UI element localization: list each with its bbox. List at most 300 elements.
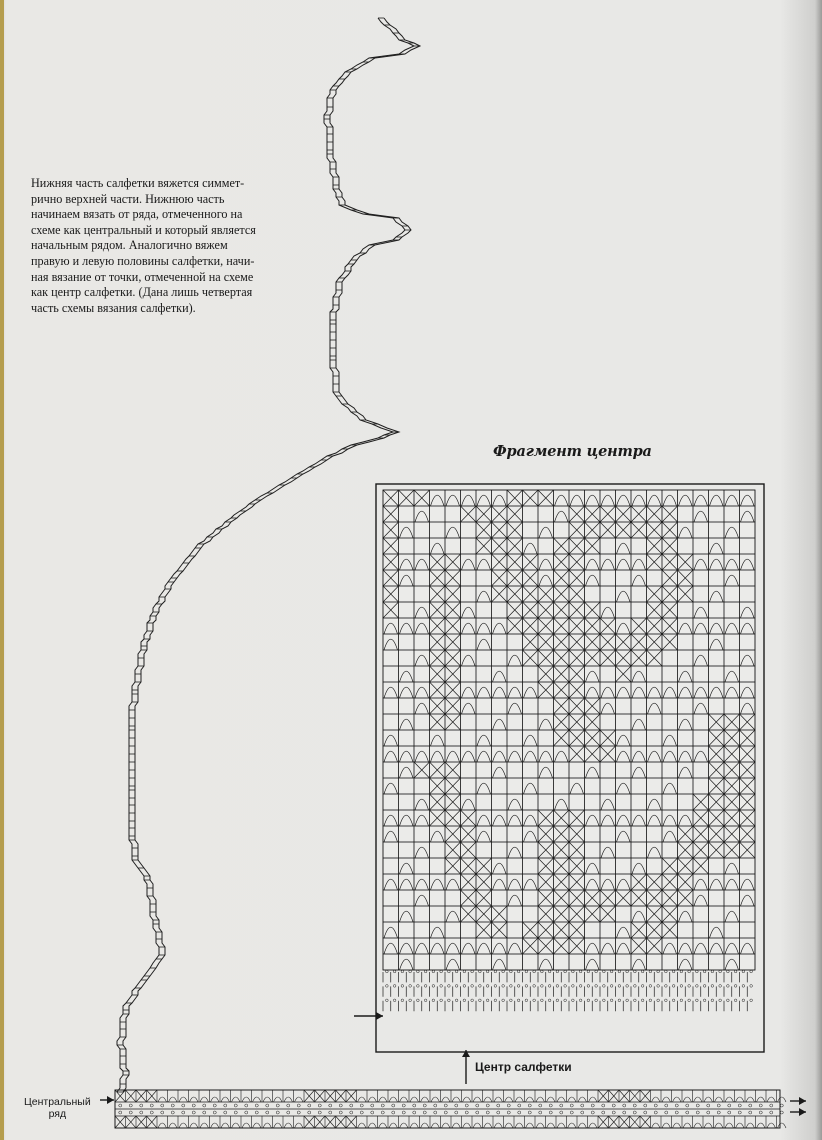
chain-stitch xyxy=(610,999,613,1002)
chain-stitch xyxy=(276,1111,279,1114)
chain-stitch xyxy=(486,1111,489,1114)
chain-stitch xyxy=(424,970,427,973)
chain-stitch xyxy=(626,970,629,973)
chain-stitch xyxy=(171,1111,174,1114)
chain-stitch xyxy=(471,999,474,1002)
chain-stitch xyxy=(440,999,443,1002)
chain-stitch xyxy=(517,999,520,1002)
chain-stitch xyxy=(255,1104,258,1107)
chain-stitch xyxy=(727,999,730,1002)
cross-stitch xyxy=(304,1090,315,1102)
chain-stitch xyxy=(308,1111,311,1114)
chain-stitch xyxy=(675,1111,678,1114)
chain-stitch xyxy=(318,1104,321,1107)
chain-stitch xyxy=(409,985,412,988)
chain-stitch xyxy=(402,1111,405,1114)
chain-stitch xyxy=(742,970,745,973)
chain-stitch xyxy=(719,970,722,973)
arch-stitch xyxy=(379,1123,388,1128)
chain-stitch xyxy=(727,970,730,973)
arch-stitch xyxy=(725,1123,734,1128)
chain-stitch xyxy=(707,1104,710,1107)
chain-stitch xyxy=(533,985,536,988)
arch-stitch xyxy=(568,1097,577,1102)
chain-stitch xyxy=(417,985,420,988)
chain-stitch xyxy=(502,999,505,1002)
chain-stitch xyxy=(497,1111,500,1114)
chain-stitch xyxy=(486,1104,489,1107)
chain-stitch xyxy=(329,1104,332,1107)
chain-stitch xyxy=(560,1111,563,1114)
chain-stitch xyxy=(696,999,699,1002)
cross-stitch xyxy=(336,1116,347,1128)
chain-stitch xyxy=(517,985,520,988)
chain-stitch xyxy=(564,999,567,1002)
arch-stitch xyxy=(421,1123,430,1128)
chain-stitch xyxy=(371,1104,374,1107)
chain-stitch xyxy=(444,1111,447,1114)
arch-stitch xyxy=(778,1123,787,1128)
chain-stitch xyxy=(409,999,412,1002)
chain-stitch xyxy=(297,1104,300,1107)
chain-stitch xyxy=(728,1111,731,1114)
chain-stitch xyxy=(602,1111,605,1114)
arch-stitch xyxy=(704,1123,713,1128)
chain-stitch xyxy=(525,970,528,973)
chain-stitch xyxy=(119,1111,122,1114)
chain-stitch xyxy=(541,985,544,988)
chain-stitch xyxy=(633,1111,636,1114)
chain-stitch xyxy=(140,1111,143,1114)
arch-stitch xyxy=(473,1097,482,1102)
chain-stitch xyxy=(502,970,505,973)
cross-stitch xyxy=(315,1116,326,1128)
cross-stitch xyxy=(609,1116,620,1128)
arch-stitch xyxy=(295,1097,304,1102)
chain-stitch xyxy=(525,985,528,988)
chain-stitch xyxy=(688,985,691,988)
chain-stitch xyxy=(750,970,753,973)
chain-stitch xyxy=(749,1111,752,1114)
chain-stitch xyxy=(548,985,551,988)
chain-stitch xyxy=(696,1111,699,1114)
cross-stitch xyxy=(619,1090,630,1102)
chain-stitch xyxy=(541,970,544,973)
chain-stitch xyxy=(401,985,404,988)
arch-stitch xyxy=(169,1123,178,1128)
arch-stitch xyxy=(200,1097,209,1102)
chain-stitch xyxy=(657,970,660,973)
chain-stitch xyxy=(381,1111,384,1114)
chain-stitch xyxy=(486,999,489,1002)
chain-stitch xyxy=(329,1111,332,1114)
chain-stitch xyxy=(703,970,706,973)
chain-stitch xyxy=(434,1104,437,1107)
chain-stitch xyxy=(634,999,637,1002)
chain-stitch xyxy=(728,1104,731,1107)
instructions-line: схеме как центральный и который является xyxy=(31,222,256,237)
chain-stitch xyxy=(549,1111,552,1114)
chain-stitch xyxy=(770,1104,773,1107)
arch-stitch xyxy=(694,1097,703,1102)
chain-stitch xyxy=(570,1104,573,1107)
chain-stitch xyxy=(680,970,683,973)
chain-stitch xyxy=(548,999,551,1002)
chain-stitch xyxy=(245,1104,248,1107)
arch-stitch xyxy=(179,1123,188,1128)
chain-stitch xyxy=(591,1104,594,1107)
chain-stitch xyxy=(738,1104,741,1107)
chain-stitch xyxy=(423,1111,426,1114)
chain-stitch xyxy=(634,985,637,988)
arch-stitch xyxy=(662,1123,671,1128)
chain-stitch xyxy=(665,999,668,1002)
chain-stitch xyxy=(234,1111,237,1114)
arch-stitch xyxy=(284,1123,293,1128)
arch-stitch xyxy=(442,1097,451,1102)
chain-stitch xyxy=(626,999,629,1002)
arch-stitch xyxy=(284,1097,293,1102)
chain-stitch xyxy=(381,1104,384,1107)
arch-stitch xyxy=(253,1097,262,1102)
arch-stitch xyxy=(274,1123,283,1128)
chain-stitch xyxy=(266,1104,269,1107)
chain-stitch xyxy=(556,999,559,1002)
chain-stitch xyxy=(434,1111,437,1114)
cross-stitch xyxy=(640,1090,651,1102)
arch-stitch xyxy=(158,1123,167,1128)
arch-stitch xyxy=(683,1097,692,1102)
chain-stitch xyxy=(675,1104,678,1107)
arch-stitch xyxy=(767,1123,776,1128)
chain-stitch xyxy=(448,999,451,1002)
chain-stitch xyxy=(541,999,544,1002)
chain-stitch xyxy=(587,985,590,988)
chain-stitch xyxy=(486,970,489,973)
arch-stitch xyxy=(589,1097,598,1102)
chain-stitch xyxy=(626,985,629,988)
arch-stitch xyxy=(232,1097,241,1102)
chain-stitch xyxy=(579,999,582,1002)
cross-stitch xyxy=(115,1116,126,1128)
arrow-right-icon xyxy=(790,1097,806,1105)
chain-stitch xyxy=(507,1104,510,1107)
arch-stitch xyxy=(715,1097,724,1102)
arch-stitch xyxy=(221,1097,230,1102)
chain-stitch xyxy=(649,970,652,973)
cross-stitch xyxy=(346,1090,357,1102)
chain-stitch xyxy=(581,1104,584,1107)
chain-stitch xyxy=(234,1104,237,1107)
chain-stitch xyxy=(502,985,505,988)
arch-stitch xyxy=(211,1123,220,1128)
chain-stitch xyxy=(770,1111,773,1114)
chain-stitch xyxy=(641,999,644,1002)
instructions-line: правую и левую половины салфетки, начи- xyxy=(31,253,255,268)
chain-stitch xyxy=(350,1104,353,1107)
chain-stitch xyxy=(297,1111,300,1114)
arch-stitch xyxy=(505,1123,514,1128)
instructions-line: как центр салфетки. (Дана лишь четвертая xyxy=(31,285,253,300)
chain-stitch xyxy=(734,999,737,1002)
arch-stitch xyxy=(389,1123,398,1128)
chain-stitch xyxy=(182,1111,185,1114)
chain-stitch xyxy=(644,1104,647,1107)
arch-stitch xyxy=(442,1123,451,1128)
chain-stitch xyxy=(409,970,412,973)
chain-stitch xyxy=(318,1111,321,1114)
cross-stitch xyxy=(136,1090,147,1102)
arch-stitch xyxy=(484,1097,493,1102)
arch-stitch xyxy=(158,1097,167,1102)
arch-stitch xyxy=(547,1097,556,1102)
chain-stitch xyxy=(780,1111,783,1114)
chain-stitch xyxy=(654,1111,657,1114)
arch-stitch xyxy=(452,1123,461,1128)
chain-stitch xyxy=(688,999,691,1002)
cross-stitch xyxy=(325,1116,336,1128)
fragment-title: Фрагмент центра xyxy=(493,443,652,460)
chain-stitch xyxy=(517,970,520,973)
arch-stitch xyxy=(242,1097,251,1102)
chain-stitch xyxy=(707,1111,710,1114)
instructions-line: начинаем вязать от ряда, отмеченного на xyxy=(31,207,243,222)
chain-stitch xyxy=(119,1104,122,1107)
chain-stitch xyxy=(266,1111,269,1114)
chain-stitch xyxy=(654,1104,657,1107)
chain-stitch xyxy=(549,1104,552,1107)
arch-stitch xyxy=(767,1097,776,1102)
chain-stitch xyxy=(603,970,606,973)
chain-stitch xyxy=(129,1111,132,1114)
chain-stitch xyxy=(424,999,427,1002)
cross-stitch xyxy=(619,1116,630,1128)
chain-stitch xyxy=(360,1104,363,1107)
chain-stitch xyxy=(633,1104,636,1107)
chain-stitch xyxy=(455,970,458,973)
arrow-right-icon xyxy=(100,1096,114,1104)
chain-stitch xyxy=(665,1104,668,1107)
chain-stitch xyxy=(203,1104,206,1107)
chain-stitch xyxy=(672,999,675,1002)
chain-stitch xyxy=(494,985,497,988)
arch-stitch xyxy=(536,1097,545,1102)
chain-stitch xyxy=(424,985,427,988)
cross-stitch xyxy=(609,1090,620,1102)
instructions-line: начальным рядом. Аналогично вяжем xyxy=(31,238,228,253)
chain-stitch xyxy=(564,985,567,988)
arch-stitch xyxy=(578,1123,587,1128)
arch-stitch xyxy=(704,1097,713,1102)
chain-stitch xyxy=(623,1104,626,1107)
chain-stitch xyxy=(150,1111,153,1114)
chain-stitch xyxy=(339,1104,342,1107)
chain-stitch xyxy=(572,999,575,1002)
arch-stitch xyxy=(295,1123,304,1128)
chain-stitch xyxy=(401,970,404,973)
chain-stitch xyxy=(623,1111,626,1114)
chain-stitch xyxy=(533,999,536,1002)
chain-stitch xyxy=(734,970,737,973)
arch-stitch xyxy=(694,1123,703,1128)
chain-stitch xyxy=(440,985,443,988)
chain-stitch xyxy=(182,1104,185,1107)
arch-stitch xyxy=(274,1097,283,1102)
arch-stitch xyxy=(494,1097,503,1102)
chain-stitch xyxy=(448,985,451,988)
chain-stitch xyxy=(360,1111,363,1114)
chain-stitch xyxy=(539,1111,542,1114)
chain-stitch xyxy=(465,1111,468,1114)
chain-stitch xyxy=(742,999,745,1002)
chain-stitch xyxy=(539,1104,542,1107)
chain-stitch xyxy=(494,970,497,973)
chain-stitch xyxy=(393,985,396,988)
chain-stitch xyxy=(497,1104,500,1107)
chain-stitch xyxy=(696,970,699,973)
chain-stitch xyxy=(612,1104,615,1107)
chain-stitch xyxy=(255,1111,258,1114)
central-row-strip xyxy=(115,1090,786,1128)
chain-stitch xyxy=(665,985,668,988)
arch-stitch xyxy=(169,1097,178,1102)
arch-stitch xyxy=(389,1097,398,1102)
chain-stitch xyxy=(618,999,621,1002)
chain-stitch xyxy=(657,985,660,988)
arch-stitch xyxy=(242,1123,251,1128)
chain-stitch xyxy=(612,1111,615,1114)
arch-stitch xyxy=(526,1123,535,1128)
chain-stitch xyxy=(401,999,404,1002)
chain-stitch xyxy=(750,985,753,988)
instructions-line: часть схемы вязания салфетки). xyxy=(31,300,196,315)
chain-stitch xyxy=(750,999,753,1002)
cross-stitch xyxy=(336,1090,347,1102)
chain-stitch xyxy=(455,1104,458,1107)
chain-stitch xyxy=(339,1111,342,1114)
cross-stitch xyxy=(304,1116,315,1128)
chain-stitch xyxy=(423,1104,426,1107)
chain-stitch xyxy=(649,999,652,1002)
chain-stitch xyxy=(649,985,652,988)
arch-stitch xyxy=(211,1097,220,1102)
arch-stitch xyxy=(400,1123,409,1128)
chain-stitch xyxy=(287,1104,290,1107)
chain-stitch xyxy=(448,970,451,973)
chain-stitch xyxy=(528,1111,531,1114)
arch-stitch xyxy=(736,1123,745,1128)
arch-stitch xyxy=(757,1123,766,1128)
arch-stitch xyxy=(452,1097,461,1102)
chain-stitch xyxy=(641,985,644,988)
chain-stitch xyxy=(711,985,714,988)
arch-stitch xyxy=(368,1097,377,1102)
chain-stitch xyxy=(644,1111,647,1114)
chain-stitch xyxy=(392,1111,395,1114)
arch-stitch xyxy=(473,1123,482,1128)
central-row-label-line: ряд xyxy=(48,1108,67,1120)
chain-stitch xyxy=(413,1111,416,1114)
arch-stitch xyxy=(778,1097,787,1102)
arch-stitch xyxy=(746,1123,755,1128)
arch-stitch xyxy=(683,1123,692,1128)
chain-stitch xyxy=(591,1111,594,1114)
arch-stitch xyxy=(578,1097,587,1102)
chain-stitch xyxy=(686,1104,689,1107)
chain-stitch xyxy=(476,1111,479,1114)
arrow-up-icon xyxy=(462,1050,470,1084)
arch-stitch xyxy=(368,1123,377,1128)
chain-stitch xyxy=(455,999,458,1002)
chain-stitch xyxy=(610,985,613,988)
chain-stitch xyxy=(686,1111,689,1114)
chain-stitch xyxy=(440,970,443,973)
cross-stitch xyxy=(147,1090,158,1102)
cross-stitch xyxy=(598,1116,609,1128)
chain-stitch xyxy=(308,1104,311,1107)
chain-stitch xyxy=(402,1104,405,1107)
arch-stitch xyxy=(736,1097,745,1102)
arch-stitch xyxy=(494,1123,503,1128)
chain-stitch xyxy=(224,1111,227,1114)
arch-stitch xyxy=(221,1123,230,1128)
instructions-line: рично верхней части. Нижнюю часть xyxy=(31,191,225,206)
arch-stitch xyxy=(253,1123,262,1128)
chain-stitch xyxy=(510,970,513,973)
chain-stitch xyxy=(417,970,420,973)
chain-stitch xyxy=(727,985,730,988)
arch-stitch xyxy=(190,1123,199,1128)
chain-stitch xyxy=(634,970,637,973)
arch-stitch xyxy=(557,1123,566,1128)
chain-stitch xyxy=(386,999,389,1002)
arch-stitch xyxy=(536,1123,545,1128)
chain-stitch xyxy=(245,1111,248,1114)
arrow-right-icon xyxy=(790,1108,806,1116)
chain-stitch xyxy=(738,1111,741,1114)
arch-stitch xyxy=(410,1097,419,1102)
arch-stitch xyxy=(179,1097,188,1102)
cross-stitch xyxy=(126,1090,137,1102)
chain-stitch xyxy=(665,1111,668,1114)
chain-stitch xyxy=(171,1104,174,1107)
arch-stitch xyxy=(673,1123,682,1128)
chain-stitch xyxy=(696,985,699,988)
chain-stitch xyxy=(579,970,582,973)
arch-stitch xyxy=(662,1097,671,1102)
arch-stitch xyxy=(515,1123,524,1128)
chain-stitch xyxy=(587,970,590,973)
cross-stitch xyxy=(136,1116,147,1128)
chain-stitch xyxy=(479,999,482,1002)
chain-stitch xyxy=(579,985,582,988)
chain-stitch xyxy=(610,970,613,973)
chain-stitch xyxy=(350,1111,353,1114)
chain-stitch xyxy=(213,1111,216,1114)
chain-stitch xyxy=(392,1104,395,1107)
arch-stitch xyxy=(431,1097,440,1102)
arch-stitch xyxy=(421,1097,430,1102)
chain-stitch xyxy=(719,999,722,1002)
chain-stitch xyxy=(711,999,714,1002)
chain-stitch xyxy=(525,999,528,1002)
chain-stitch xyxy=(518,1104,521,1107)
chain-stitch xyxy=(140,1104,143,1107)
cross-stitch xyxy=(630,1090,641,1102)
cross-stitch xyxy=(640,1116,651,1128)
chain-stitch xyxy=(572,985,575,988)
center-label: Центр салфетки xyxy=(475,1060,572,1074)
